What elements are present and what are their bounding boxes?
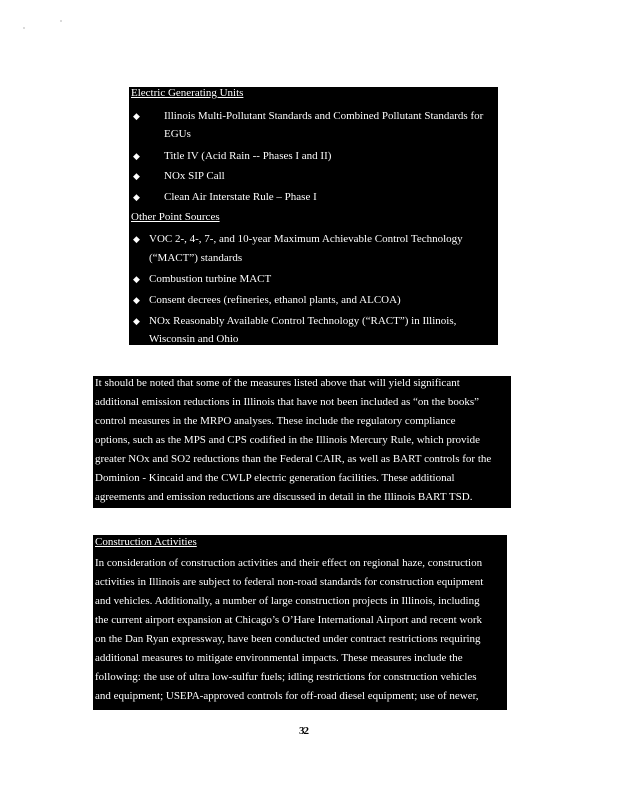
note-line-4: options, such as the MPS and CPS codified in the Illinois Mercury Rule, which provide xyxy=(95,434,480,446)
egu-item-1-line-1: Illinois Multi-Pollutant Standards and Combined Pollutant Standards for xyxy=(164,110,484,122)
scan-speck xyxy=(23,27,25,29)
bullet-diamond-icon: ◆ xyxy=(133,192,140,202)
note-line-2: additional emission reductions in Illinois that have not been included as “on the books” xyxy=(95,396,480,408)
bullet-diamond-icon: ◆ xyxy=(133,111,140,121)
note-line-6: Dominion - Kincaid and the CWLP electric generation facilities. These additional xyxy=(95,472,455,484)
note-line-5: greater NOx and SO2 reductions than the Federal CAIR, as well as BART controls for the xyxy=(95,453,492,465)
bullet-diamond-icon: ◆ xyxy=(133,316,140,326)
construction-heading: Construction Activities xyxy=(95,536,197,548)
construction-line-6: additional measures to mitigate environmental impacts. These measures include the xyxy=(95,652,463,664)
note-line-3: control measures in the MRPO analyses. These include the regulatory compliance xyxy=(95,415,456,427)
construction-line-7: following: the use of ultra low-sulfur fuels; idling restrictions for construction vehicles xyxy=(95,671,477,683)
egu-heading: Electric Generating Units xyxy=(131,87,244,99)
construction-line-8: and equipment; USEPA-approved controls for off-road diesel equipment; use of newer, xyxy=(95,690,479,702)
egu-item-4: Clean Air Interstate Rule – Phase I xyxy=(164,191,317,203)
note-line-1: It should be noted that some of the measures listed above that will yield significant xyxy=(95,377,460,389)
other-item-2: Combustion turbine MACT xyxy=(149,273,272,285)
other-item-1-line-1: VOC 2-, 4-, 7-, and 10-year Maximum Achievable Control Technology xyxy=(149,233,463,245)
construction-line-4: the current airport expansion at Chicago’s O’Hare International Airport and recent work xyxy=(95,614,482,626)
construction-activities-block xyxy=(93,535,507,710)
other-point-heading: Other Point Sources xyxy=(131,211,220,223)
egu-item-2: Title IV (Acid Rain -- Phases I and II) xyxy=(164,150,332,162)
bullet-diamond-icon: ◆ xyxy=(133,151,140,161)
construction-line-5: on the Dan Ryan expressway, have been conducted under contract restrictions requiring xyxy=(95,633,481,645)
note-paragraph-block xyxy=(93,376,511,508)
control-measures-list-block xyxy=(129,87,498,345)
other-item-1-line-2: (“MACT”) standards xyxy=(149,252,243,264)
other-item-4-line-1: NOx Reasonably Available Control Technology (“RACT”) in Illinois, xyxy=(149,315,457,327)
bullet-diamond-icon: ◆ xyxy=(133,295,140,305)
other-item-3: Consent decrees (refineries, ethanol plants, and ALCOA) xyxy=(149,294,401,306)
bullet-diamond-icon: ◆ xyxy=(133,234,140,244)
other-item-4-line-2: Wisconsin and Ohio xyxy=(149,333,239,345)
bullet-diamond-icon: ◆ xyxy=(133,171,140,181)
egu-item-1-line-2: EGUs xyxy=(164,128,191,140)
construction-line-2: activities in Illinois are subject to federal non-road standards for construction equipment xyxy=(95,576,484,588)
bullet-diamond-icon: ◆ xyxy=(133,274,140,284)
page-number: 32 xyxy=(299,725,308,737)
egu-item-3: NOx SIP Call xyxy=(164,170,225,182)
construction-line-3: and vehicles. Additionally, a number of large construction projects in Illinois, including xyxy=(95,595,480,607)
scan-speck xyxy=(60,20,62,22)
construction-line-1: In consideration of construction activities and their effect on regional haze, construction xyxy=(95,557,483,569)
note-line-7: agreements and emission reductions are discussed in detail in the Illinois BART TSD. xyxy=(95,491,473,503)
